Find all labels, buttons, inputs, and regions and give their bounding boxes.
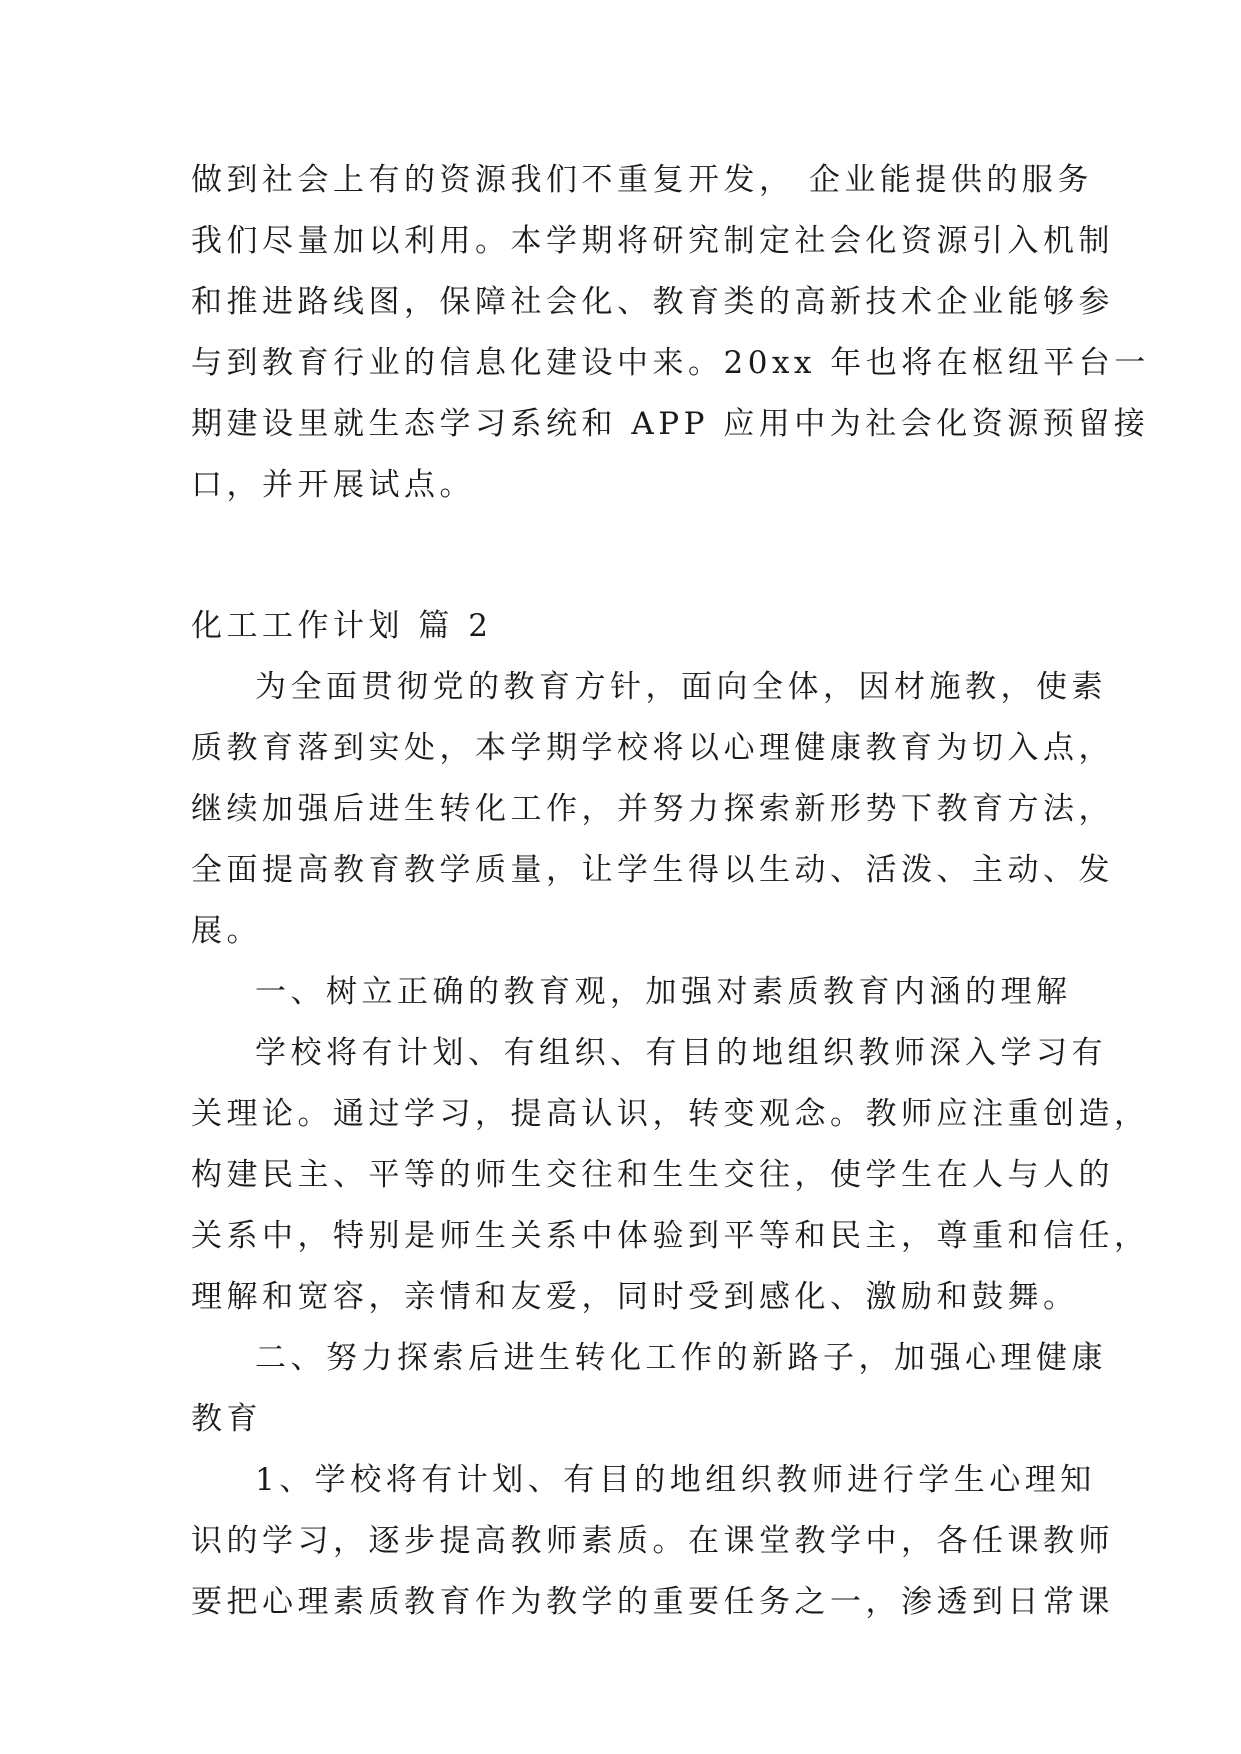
paragraph-line: 关理论。通过学习，提高认识，转变观念。教师应注重创造， [191, 1096, 1150, 1132]
section-heading: 化工工作计划 篇 2 [191, 608, 493, 644]
paragraph-line: 展。 [191, 913, 262, 949]
paragraph-line: 期建设里就生态学习系统和 APP 应用中为社会化资源预留接 [191, 406, 1150, 442]
paragraph-line: 口，并开展试点。 [191, 467, 475, 503]
paragraph-line: 与到教育行业的信息化建设中来。20xx 年也将在枢纽平台一 [191, 345, 1150, 381]
paragraph-line: 继续加强后进生转化工作，并努力探索新形势下教育方法， [191, 791, 1114, 827]
paragraph-line: 和推进路线图，保障社会化、教育类的高新技术企业能够参 [191, 284, 1114, 320]
paragraph-line: 学校将有计划、有组织、有目的地组织教师深入学习有 [255, 1035, 1107, 1071]
paragraph-line: 构建民主、平等的师生交往和生生交往，使学生在人与人的 [191, 1157, 1114, 1193]
paragraph-line: 关系中，特别是师生关系中体验到平等和民主，尊重和信任， [191, 1218, 1150, 1254]
section-spacer [191, 516, 1061, 596]
document-body [191, 150, 1150, 1633]
paragraph-line: 识的学习，逐步提高教师素质。在课堂教学中，各任课教师 [191, 1523, 1114, 1559]
paragraph-line: 我们尽量加以利用。本学期将研究制定社会化资源引入机制 [191, 223, 1114, 259]
subheading-line: 一、树立正确的教育观，加强对素质教育内涵的理解 [255, 974, 1072, 1010]
subheading-line: 二、努力探索后进生转化工作的新路子，加强心理健康 [255, 1340, 1107, 1376]
paragraph-line: 1、学校将有计划、有目的地组织教师进行学生心理知 [255, 1462, 1096, 1498]
paragraph-line: 全面提高教育教学质量，让学生得以生动、活泼、主动、发 [191, 852, 1114, 888]
paragraph-line: 为全面贯彻党的教育方针，面向全体，因材施教，使素 [255, 669, 1107, 705]
section-2 [191, 596, 1150, 1633]
paragraph-line: 要把心理素质教育作为教学的重要任务之一，渗透到日常课 [191, 1584, 1114, 1620]
subheading-line: 教育 [191, 1401, 262, 1437]
section-1 [191, 150, 1150, 516]
paragraph-line: 理解和宽容，亲情和友爱，同时受到感化、激励和鼓舞。 [191, 1279, 1079, 1315]
paragraph-line: 做到社会上有的资源我们不重复开发， 企业能提供的服务 [191, 162, 1093, 198]
paragraph-line: 质教育落到实处，本学期学校将以心理健康教育为切入点， [191, 730, 1114, 766]
